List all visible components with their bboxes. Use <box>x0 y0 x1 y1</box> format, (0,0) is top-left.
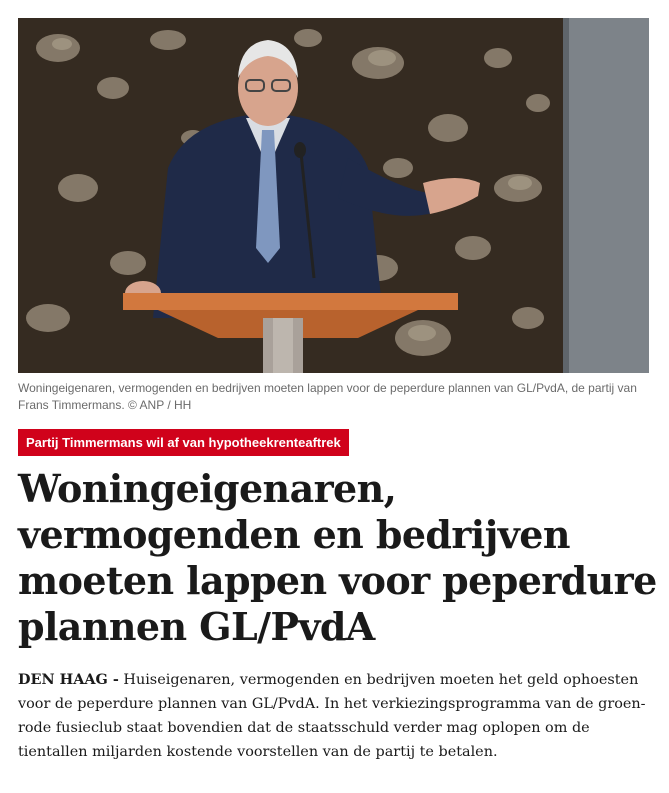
article-photo-image <box>18 18 649 373</box>
article-headline: Woningeigenaren, vermogenden en bedrijven moeten lappen voor peperdure plannen GL/PvdA <box>18 466 657 649</box>
lead-dateline: DEN HAAG - <box>18 671 119 688</box>
article-photo[interactable] <box>18 18 649 373</box>
photo-caption: Woningeigenaren, vermogenden en bedrijven moeten lappen voor de peperdure plannen van GL/PvdA, de partij van Frans Timmermans. © ANP / HH <box>18 381 637 412</box>
article-lead <box>18 668 648 764</box>
topic-label[interactable]: Partij Timmermans wil af van hypotheekrenteaftrek <box>18 429 349 456</box>
lead-text: Huiseigenaren, vermogenden en bedrijven moeten het geld ophoesten voor de peperdure plannen van GL/PvdA. In het verkiezingsprogramma van de groen-rode fusieclub staat bovendien dat de staatsschuld verder mag oplopen om de tientallen miljarden kostende voorstellen van de partij te betalen. <box>18 672 646 760</box>
